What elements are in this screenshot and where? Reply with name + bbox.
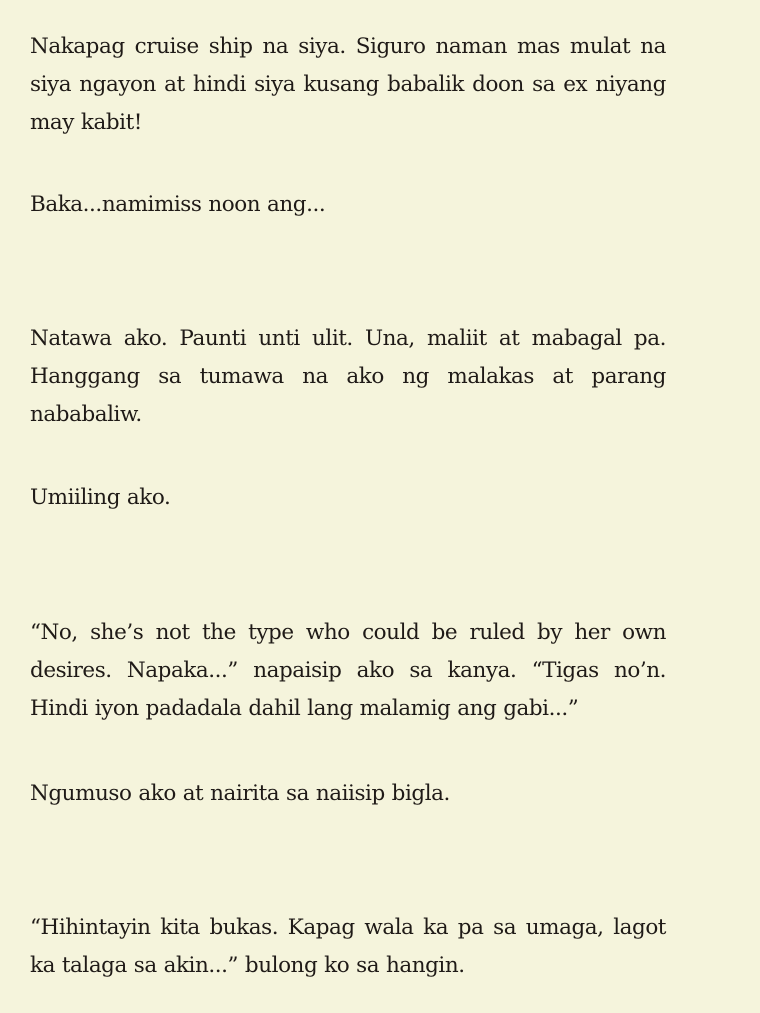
paragraph-5: “No, she’s not the type who could be ruled by her own desires. Napaka...” napaisip ako sa kanya. “Tigas no’n. Hindi iyon padadala dahil lang malamig ang gabi...” xyxy=(30,620,666,721)
paragraph-7: “Hihintayin kita bukas. Kapag wala ka pa sa umaga, lagot ka talaga sa akin...” bulong ko sa hangin. xyxy=(30,915,666,978)
paragraph-6: Ngumuso ako at nairita sa naiisip bigla. xyxy=(30,781,450,806)
paragraph-3: Natawa ako. Paunti unti ulit. Una, maliit at mabagal pa. Hanggang sa tumawa na ako ng malakas at parang nababaliw. xyxy=(30,326,666,427)
paragraph-4: Umiiling ako. xyxy=(30,485,171,510)
paragraph-1: Nakapag cruise ship na siya. Siguro naman mas mulat na siya ngayon at hindi siya kusang babalik doon sa ex niyang may kabit! xyxy=(30,34,666,135)
paragraph-2: Baka...namimiss noon ang... xyxy=(30,192,326,217)
